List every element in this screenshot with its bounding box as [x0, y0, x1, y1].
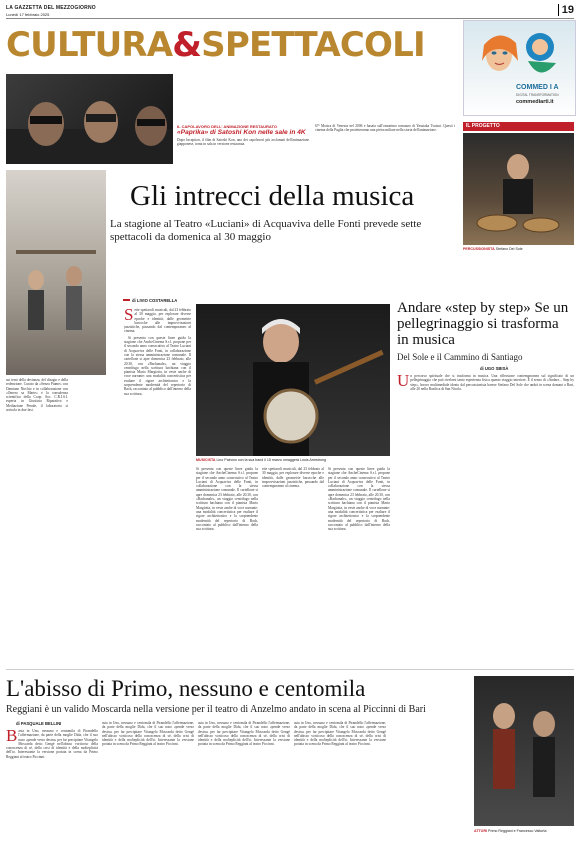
brief-text-right: 67ª Mostra di Venezia nel 2006 e basata sull'omonimo romanzo di Yasutaka Tsutsui. Questi i cinema della Puglia che proietteranno una pietra miliare nella storia dell'animazione.: [315, 124, 455, 133]
musician-caption-tag: MUSICISTA: [196, 458, 216, 462]
paper-name: LA GAZZETTA DEL MEZZOGIORNO: [6, 5, 96, 11]
andare-headline: Andare «step by step» Se un pellegrinaggio si trasforma in musica: [397, 300, 569, 348]
main-lead: [124, 308, 191, 660]
main-lead-text: ette spettacoli musicali, dal 23 febbraio al 30 maggio, per esplorare diverse epoche e identità, dalle geometrie barocche alle improvvisazioni jazzistiche, passando dal contemporaneo al cinema.: [124, 308, 191, 334]
main-dropcap: S: [124, 308, 134, 324]
primo-headline: L'abisso di Primo, nessuno e centomila: [6, 676, 366, 701]
primo-col-3-text: asta in Uno, nessuno e centomila di Pirandello l'affermazione, da parte della moglie Dida, che il suo naso «pende verso destra» per far precipitare Vitangelo Moscarda detto Gengè nell'abisso vorticoso della conoscenza di sé, della crisi di identità e della molteplicità dell'io. Interessante la versione portata in scena da Primo Reggiani al teatro Piccinni.: [198, 721, 290, 747]
primo-col-2-text: asta in Uno, nessuno e centomila di Pirandello l'affermazione, da parte della moglie Dida, che il suo naso «pende verso destra» per far precipitare Vitangelo Moscarda detto Gengè nell'abisso vorticoso della conoscenza di sé, della crisi di identità e della molteplicità dell'io. Interessante la versione portata in scena da Primo Reggiani al teatro Piccinni.: [102, 721, 194, 747]
section-banner: [6, 21, 471, 69]
primo-subhead: Reggiani è un valido Moscarda nella versione per il teatro di Anzelmo andato in scena al Piccinni di Bari: [6, 704, 426, 715]
primo-byline: di PASQUALE BELLINI: [16, 721, 62, 726]
primo-col-3: [198, 721, 290, 837]
brief-kicker: IL CAPOLAVORO DELL' ANIMAZIONE RESTAURATO: [177, 124, 277, 129]
primo-body-text: asta in Uno, nessuno e centomila di Pirandello l'affermazione, da parte della moglie Dida, che il suo naso «pende verso destra» per far precipitare Vitangelo Moscarda detto Gengè nell'abisso vorticoso della conoscenza di sé, della crisi di identità e della molteplicità dell'io. Interessante la versione portata in scena da Primo Reggiani al teatro Piccinni.: [6, 729, 98, 759]
main-byline: di LIVIO COSTARELLA: [132, 298, 178, 303]
masthead: [6, 4, 574, 19]
brief-title: «Paprika» di Satoshi Kon nelle sale in 4K: [177, 129, 306, 136]
main-body-col-2: [196, 467, 258, 660]
cinema-photo: [6, 74, 173, 164]
actors-photo: [474, 676, 574, 826]
main-body-col-3-text: ette spettacoli musicali, dal 23 febbraio al 30 maggio, per esplorare diverse epoche e identità, dalle geometrie barocche alle improvvisazioni jazzistiche, passando dal contemporaneo al cinema.: [262, 467, 324, 489]
ad-tagline: DIGITAL TRANSFORMATION: [516, 93, 559, 97]
percussionist-photo: [463, 133, 574, 245]
actors-caption-tag: ATTORI: [474, 829, 488, 833]
actors-caption-text: Primo Reggiani e Francesco Valtorta: [488, 829, 547, 833]
section-word-cultura: CULTURA: [6, 25, 173, 65]
section-ampersand: &: [172, 25, 202, 65]
main-headline: Gli intrecci della musica: [130, 180, 415, 212]
brief-text: Dopo Inception, il film di Satoshi Kon, uno dei capolavori più acclamati dell'animazione giapponese, torna in sala in versione restaurata.: [177, 138, 309, 147]
main-body-col-3: [262, 467, 324, 660]
andare-dropcap: U: [397, 374, 410, 390]
andare-body-text: n percorso spirituale che si trasforma in musica. Una riflessione contemporanea sul significato di un pellegrinaggio che può rivelarsi tanto esperienza fisica quanto viaggio interiore. È il senso di «Andare... Step by step», lavoro multimediale ideato dal percussionista barese Stefano Del Sole che andrà in scena domani a Bari, alle 20 nella Basilica di San Nicola.: [410, 374, 574, 391]
progetto-label: [463, 122, 574, 131]
percussionist-caption-text: Stefano Del Sole: [495, 247, 523, 251]
primo-col-2: [102, 721, 194, 837]
andare-subhead: Del Sole e il Cammino di Santiago: [397, 352, 523, 362]
section-divider: [6, 669, 574, 670]
musician-caption-text: Lino Patruno con la sua band il 15 marzo omaggerà Louis Armstrong: [216, 458, 326, 462]
issue-date: Lunedì 17 febbraio 2025: [6, 11, 50, 17]
primo-col-4: [294, 721, 386, 837]
brief-paprika: [177, 124, 457, 168]
primo-dropcap: B: [6, 729, 18, 745]
primo-col-1: [6, 729, 98, 837]
left-photo: [6, 170, 106, 375]
andare-body: [397, 374, 574, 660]
section-word-spettacoli: SPETTACOLI: [201, 25, 425, 65]
musician-photo: [196, 304, 390, 456]
main-body-col-4: [328, 467, 390, 660]
ad-brand: COMMED I A: [516, 84, 559, 91]
main-body-text: Si presenta con queste linee guida la stagione che AncheCinema S.r.l. propone per il secondo anno consecutivo al Teatro Luciani di Acquaviva delle Fonti, in collaborazione con la stessa amministrazione comunale. Il cartellone si apre domenica 23 febbraio, alle 20.30, con «Bachanale», un viaggio centrifugo nella scrittura bachiana con il pianista Mario Margiotta, in veste anche di voce narrante: una modalità concertistica per esaltare il rigore architettonico e la sorprendente modernità del repertorio di Bach, raccontato al pubblico dall'interno della sua scrittura.: [124, 335, 191, 396]
page-number: 19: [558, 4, 574, 16]
actors-caption: [474, 829, 574, 833]
advertisement[interactable]: [463, 20, 576, 116]
main-byline-rule: [123, 299, 130, 301]
ad-illustration: [464, 21, 575, 83]
main-body-col-2-text: Si presenta con queste linee guida la stagione che AncheCinema S.r.l. propone per il secondo anno consecutivo al Teatro Luciani di Acquaviva delle Fonti, in collaborazione con la stessa amministrazione comunale. Il cartellone si apre domenica 23 febbraio, alle 20.30, con «Bachanale», un viaggio centrifugo nella scrittura bachiana con il pianista Mario Margiotta, in veste anche di voce narrante: una modalità concertistica per esaltare il rigore architettonico e la sorprendente modernità del repertorio di Bach, raccontato al pubblico dall'interno della sua scrittura.: [196, 467, 258, 532]
ad-site: commediarti.it: [516, 99, 554, 105]
left-column-text: sui temi della devianza, del disagio e della redenzione. Curato da «Senza Piume» con Damiano Nirchio e in collaborazione con «Omero sa Marte» e la consulenza scientifica della Coop. Soc. C.R.I.S.I. esperta in Giustizia Riparativa e Mediazione Penale, il laboratorio si articola in due fasi.: [6, 378, 68, 413]
primo-col-4-text: asta in Uno, nessuno e centomila di Pirandello l'affermazione, da parte della moglie Dida, che il suo naso «pende verso destra» per far precipitare Vitangelo Moscarda detto Gengè nell'abisso vorticoso della conoscenza di sé, della crisi di identità e della molteplicità dell'io. Interessante la versione portata in scena da Primo Reggiani al teatro Piccinni.: [294, 721, 386, 747]
andare-byline: di UGO SBISÀ: [480, 366, 509, 371]
main-subhead: La stagione al Teatro «Luciani» di Acquaviva delle Fonti prevede sette spettacoli da domenica al 30 maggio: [110, 218, 422, 243]
musician-caption: [196, 458, 390, 462]
percussionist-caption: [463, 247, 574, 251]
progetto-label-text: IL PROGETTO: [466, 123, 500, 129]
percussionist-caption-tag: PERCUSSIONISTA: [463, 247, 495, 251]
main-body-col-4-text: Si presenta con queste linee guida la stagione che AncheCinema S.r.l. propone per il secondo anno consecutivo al Teatro Luciani di Acquaviva delle Fonti, in collaborazione con la stessa amministrazione comunale. Il cartellone si apre domenica 23 febbraio, alle 20.30, con «Bachanale», un viaggio centrifugo nella scrittura bachiana con il pianista Mario Margiotta, in veste anche di voce narrante: una modalità concertistica per esaltare il rigore architettonico e la sorprendente modernità del repertorio di Bach, raccontato al pubblico dall'interno della sua scrittura.: [328, 467, 390, 532]
